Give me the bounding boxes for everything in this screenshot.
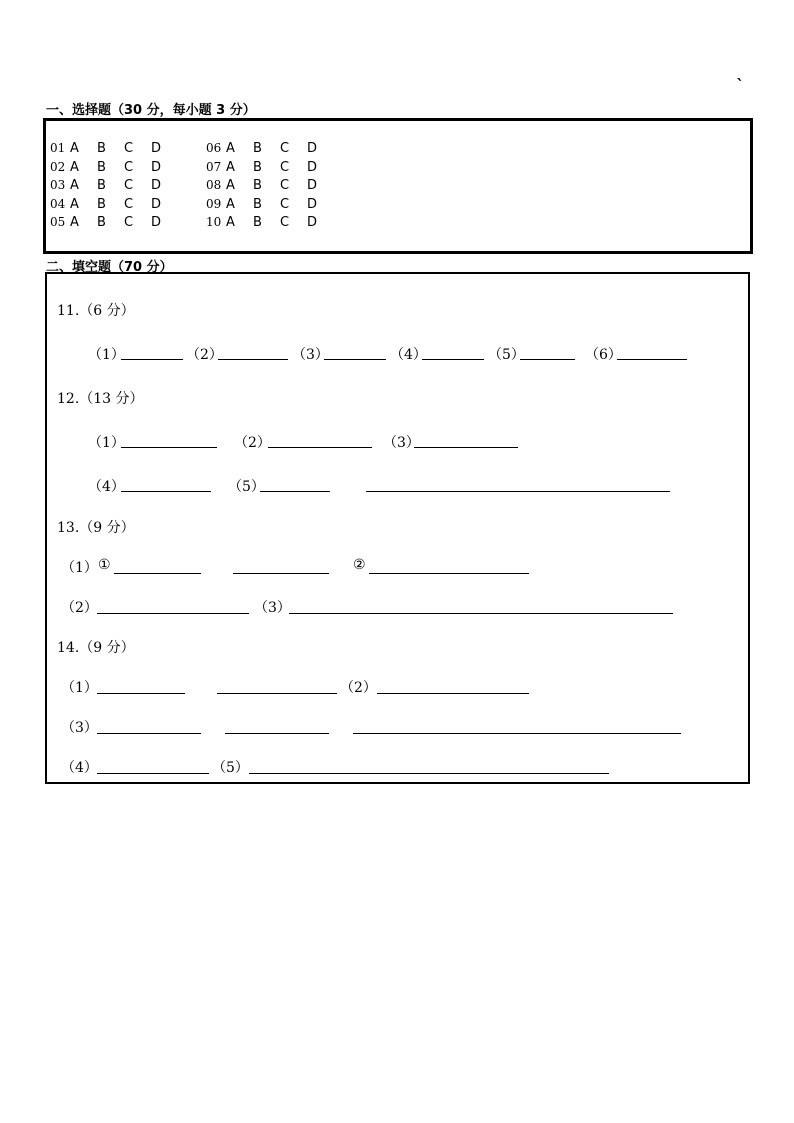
q11-part-2-label: （2）	[186, 347, 223, 363]
mc-option-c[interactable]: C	[280, 215, 290, 230]
mc-option-c[interactable]: C	[124, 141, 134, 156]
q12-part-3-label: （3）	[383, 435, 420, 451]
q13-part-3-label: （3）	[254, 600, 291, 616]
q12-part-1-label: （1）	[88, 435, 125, 451]
q14-answer-line-3b[interactable]	[225, 733, 329, 734]
mc-option-c[interactable]: C	[280, 141, 290, 156]
mc-option-d[interactable]: D	[307, 141, 318, 156]
q12-answer-line-2[interactable]	[268, 447, 372, 448]
mc-question-number: 09	[206, 196, 222, 211]
mc-question-number: 02	[50, 159, 66, 174]
mc-option-a[interactable]: A	[70, 196, 79, 212]
mc-option-d[interactable]: D	[151, 215, 162, 230]
mc-option-a[interactable]: A	[226, 178, 235, 193]
q13-part-1-label: （1）	[61, 560, 98, 576]
mc-option-c[interactable]: C	[124, 196, 134, 212]
q14-part-1-label: （1）	[61, 680, 98, 696]
mc-option-d[interactable]: D	[307, 196, 318, 212]
mc-question-row	[50, 178, 178, 193]
mc-option-a[interactable]: A	[226, 159, 235, 175]
q12-answer-line-5[interactable]	[260, 491, 330, 492]
mc-question-number: 04	[50, 196, 66, 211]
mc-option-b[interactable]: B	[97, 178, 106, 193]
mc-option-b[interactable]: B	[97, 141, 106, 156]
mc-option-d[interactable]: D	[307, 215, 318, 230]
mc-option-b[interactable]: B	[253, 196, 262, 212]
q14-part-3-label: （3）	[61, 720, 98, 736]
mc-option-d[interactable]: D	[151, 178, 162, 193]
mc-option-c[interactable]: C	[280, 159, 290, 175]
q12-answer-line-7[interactable]	[470, 491, 670, 492]
q13-answer-line-2[interactable]	[97, 613, 249, 614]
q13-answer-line-1c[interactable]	[369, 573, 529, 574]
mc-question-row	[50, 215, 178, 230]
q11-answer-line-2[interactable]	[218, 359, 288, 360]
q11-answer-line-5[interactable]	[520, 359, 575, 360]
q11-answer-line-3[interactable]	[324, 359, 386, 360]
mc-option-c[interactable]: C	[124, 215, 134, 230]
q14-answer-line-2[interactable]	[377, 693, 529, 694]
mc-option-a[interactable]: A	[70, 178, 79, 193]
q12-answer-line-3[interactable]	[414, 447, 518, 448]
mc-option-c[interactable]: C	[124, 159, 134, 175]
q12-answer-line-4[interactable]	[121, 491, 211, 492]
mc-option-a[interactable]: A	[226, 141, 235, 156]
mc-option-d[interactable]: D	[151, 196, 162, 212]
q13-answer-line-1b[interactable]	[233, 573, 329, 574]
mc-question-number: 01	[50, 141, 66, 155]
q14-answer-line-4[interactable]	[97, 773, 209, 774]
mc-option-d[interactable]: D	[307, 178, 318, 193]
mc-option-b[interactable]: B	[253, 159, 262, 175]
q14-answer-line-1a[interactable]	[97, 693, 185, 694]
q14-answer-line-3a[interactable]	[97, 733, 201, 734]
q11-title: 11.（6 分）	[57, 303, 135, 319]
mc-option-b[interactable]: B	[253, 215, 262, 230]
q11-answer-line-1[interactable]	[121, 359, 183, 360]
mc-question-number: 10	[206, 215, 222, 229]
mc-question-row	[206, 141, 334, 156]
q12-title: 12.（13 分）	[57, 391, 144, 407]
q13-title: 13.（9 分）	[57, 520, 135, 536]
mc-question-row	[206, 160, 334, 175]
q14-answer-line-1b[interactable]	[217, 693, 337, 694]
mc-question-row	[206, 178, 334, 193]
q14-answer-line-5[interactable]	[249, 773, 609, 774]
q11-answer-line-6[interactable]	[617, 359, 687, 360]
mc-question-row	[50, 160, 178, 175]
section-2-title: 二、填空题（70 分）	[46, 260, 173, 275]
mc-option-b[interactable]: B	[253, 141, 262, 156]
q11-part-4-label: （4）	[390, 347, 427, 363]
mc-option-d[interactable]: D	[151, 159, 162, 175]
q11-part-1-label: （1）	[88, 347, 125, 363]
mc-option-a[interactable]: A	[70, 159, 79, 175]
q14-title: 14.（9 分）	[57, 640, 135, 656]
mc-option-b[interactable]: B	[253, 178, 262, 193]
q13-answer-line-3[interactable]	[289, 613, 673, 614]
mc-option-c[interactable]: C	[124, 178, 134, 193]
q12-part-5-label: （5）	[228, 479, 265, 495]
mc-option-c[interactable]: C	[280, 178, 290, 193]
q11-part-6-label: （6）	[585, 347, 622, 363]
q14-part-5-label: （5）	[212, 760, 249, 776]
q14-part-2-label: （2）	[340, 680, 377, 696]
mc-option-a[interactable]: A	[226, 215, 235, 230]
mc-option-a[interactable]: A	[226, 196, 235, 212]
q12-part-2-label: （2）	[234, 435, 271, 451]
section-1-title: 一、选择题（30 分，每小题 3 分）	[46, 103, 256, 118]
mc-question-row	[50, 141, 178, 156]
q14-answer-line-3c[interactable]	[353, 733, 681, 734]
mc-option-a[interactable]: A	[70, 215, 79, 230]
mc-question-number: 05	[50, 215, 66, 229]
q13-part-2-label: （2）	[61, 600, 98, 616]
q12-part-4-label: （4）	[88, 479, 125, 495]
mc-question-number: 03	[50, 178, 66, 192]
q12-answer-line-1[interactable]	[121, 447, 217, 448]
q12-answer-line-6[interactable]	[366, 491, 470, 492]
q13-circled-2: ②	[353, 557, 366, 573]
q11-part-5-label: （5）	[488, 347, 525, 363]
mc-option-d[interactable]: D	[307, 159, 318, 175]
q13-answer-line-1a[interactable]	[114, 573, 201, 574]
mc-question-row	[206, 197, 334, 212]
q11-part-3-label: （3）	[292, 347, 329, 363]
q13-circled-1: ①	[98, 557, 111, 573]
mc-option-c[interactable]: C	[280, 196, 290, 212]
mc-question-number: 07	[206, 159, 222, 174]
mc-option-b[interactable]: B	[97, 159, 106, 175]
mc-question-row	[206, 215, 334, 230]
mc-option-b[interactable]: B	[97, 196, 106, 212]
q14-part-4-label: （4）	[61, 760, 98, 776]
mc-question-number: 08	[206, 178, 222, 192]
mc-question-number: 06	[206, 141, 222, 155]
mc-question-row	[50, 197, 178, 212]
mc-option-a[interactable]: A	[70, 141, 79, 156]
corner-mark: `	[736, 76, 744, 95]
q11-answer-line-4[interactable]	[422, 359, 484, 360]
mc-option-b[interactable]: B	[97, 215, 106, 230]
mc-option-d[interactable]: D	[151, 141, 162, 156]
